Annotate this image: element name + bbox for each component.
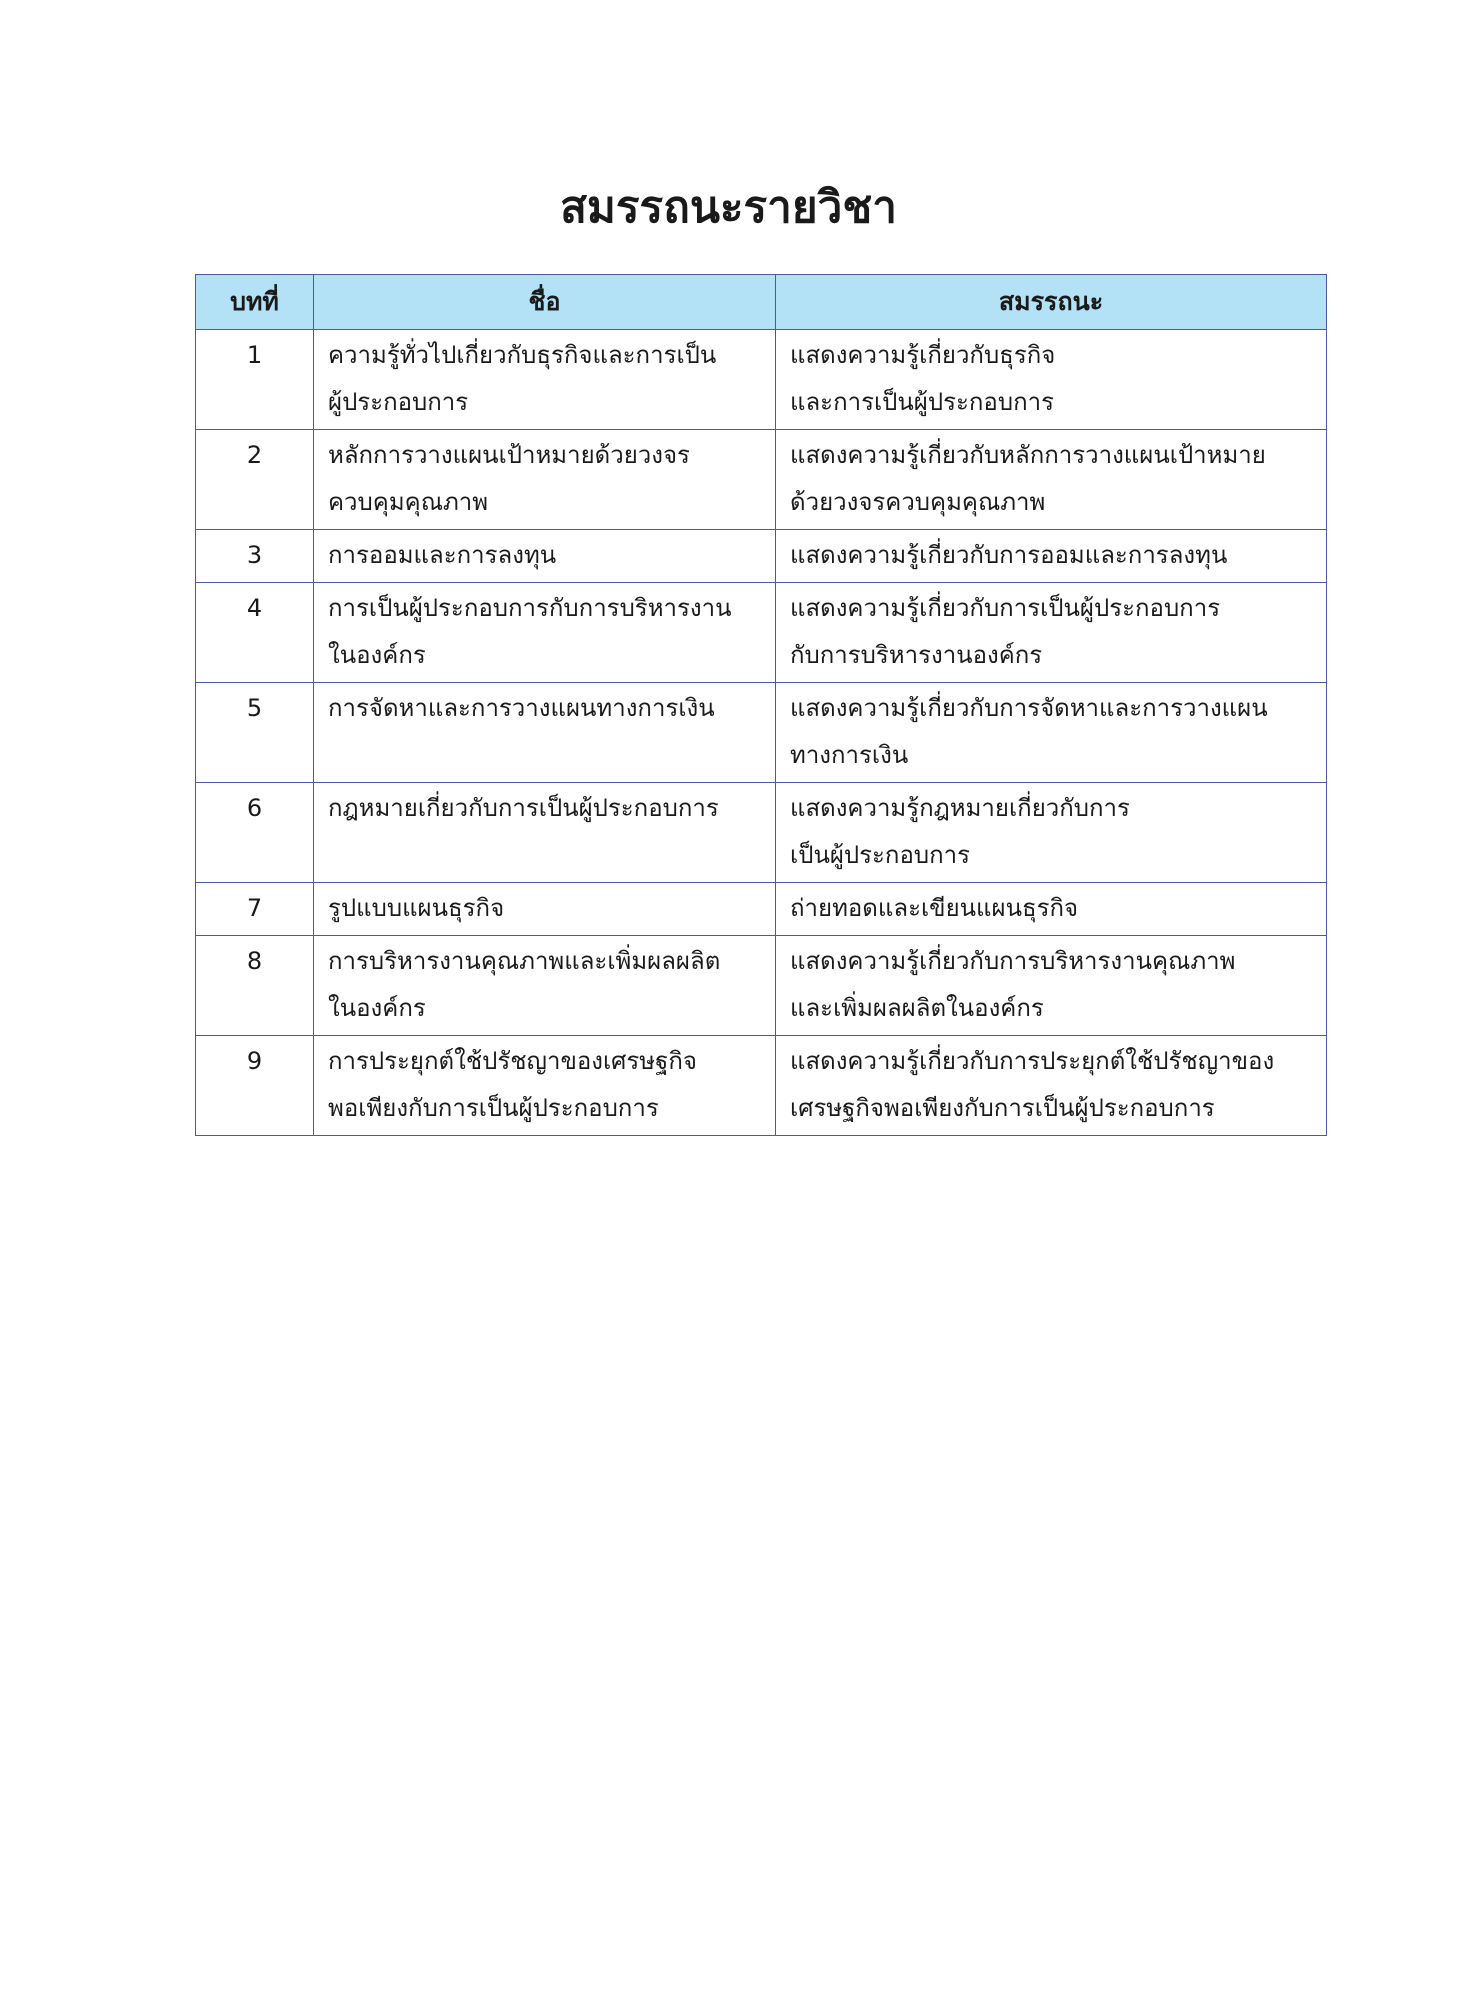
competency-line: แสดงความรู้เกี่ยวกับการบริหารงานคุณภาพ bbox=[790, 947, 1236, 975]
chapter-name-line: รูปแบบแผนธุรกิจ bbox=[328, 894, 505, 922]
header-competency: สมรรถนะ bbox=[776, 275, 1327, 330]
chapter-competency bbox=[776, 936, 1327, 1036]
chapter-name-line: ความรู้ทั่วไปเกี่ยวกับธุรกิจและการเป็น bbox=[328, 341, 717, 369]
competency-table bbox=[195, 274, 1327, 1136]
chapter-name-line: ในองค์กร bbox=[328, 994, 426, 1022]
chapter-number: 6 bbox=[196, 783, 314, 883]
chapter-competency bbox=[776, 683, 1327, 783]
chapter-competency bbox=[776, 1036, 1327, 1136]
table-header-row bbox=[196, 275, 1327, 330]
competency-line: และการเป็นผู้ประกอบการ bbox=[790, 388, 1054, 416]
header-name: ชื่อ bbox=[314, 275, 776, 330]
chapter-name-line: กฎหมายเกี่ยวกับการเป็นผู้ประกอบการ bbox=[328, 794, 719, 822]
competency-table-container bbox=[195, 274, 1326, 1136]
table-row bbox=[196, 883, 1327, 936]
chapter-number: 2 bbox=[196, 430, 314, 530]
chapter-number: 1 bbox=[196, 330, 314, 430]
chapter-name bbox=[314, 936, 776, 1036]
chapter-number: 9 bbox=[196, 1036, 314, 1136]
chapter-competency bbox=[776, 430, 1327, 530]
chapter-name-line: หลักการวางแผนเป้าหมายด้วยวงจร bbox=[328, 441, 690, 469]
chapter-name bbox=[314, 430, 776, 530]
chapter-name bbox=[314, 783, 776, 883]
competency-line: ด้วยวงจรควบคุมคุณภาพ bbox=[790, 488, 1046, 516]
chapter-name-line: การจัดหาและการวางแผนทางการเงิน bbox=[328, 694, 715, 722]
page-title: สมรรถนะรายวิชา bbox=[560, 182, 897, 233]
table-row bbox=[196, 783, 1327, 883]
chapter-number: 4 bbox=[196, 583, 314, 683]
chapter-name-line: พอเพียงกับการเป็นผู้ประกอบการ bbox=[328, 1094, 659, 1122]
competency-line: แสดงความรู้เกี่ยวกับธุรกิจ bbox=[790, 341, 1056, 369]
chapter-name bbox=[314, 883, 776, 936]
competency-line: ทางการเงิน bbox=[790, 741, 909, 769]
competency-line: เป็นผู้ประกอบการ bbox=[790, 841, 970, 869]
chapter-competency bbox=[776, 530, 1327, 583]
chapter-name-line: การเป็นผู้ประกอบการกับการบริหารงาน bbox=[328, 594, 732, 622]
chapter-competency bbox=[776, 583, 1327, 683]
chapter-number: 3 bbox=[196, 530, 314, 583]
competency-line: ถ่ายทอดและเขียนแผนธุรกิจ bbox=[790, 894, 1079, 922]
table-row bbox=[196, 936, 1327, 1036]
table-row bbox=[196, 1036, 1327, 1136]
chapter-name-line: ควบคุมคุณภาพ bbox=[328, 488, 489, 516]
competency-line: และเพิ่มผลผลิตในองค์กร bbox=[790, 994, 1044, 1022]
chapter-name bbox=[314, 683, 776, 783]
competency-line: แสดงความรู้เกี่ยวกับหลักการวางแผนเป้าหมาย bbox=[790, 441, 1266, 469]
chapter-number: 5 bbox=[196, 683, 314, 783]
competency-line: แสดงความรู้เกี่ยวกับการประยุกต์ใช้ปรัชญาของ bbox=[790, 1047, 1275, 1075]
chapter-name bbox=[314, 330, 776, 430]
competency-line: เศรษฐกิจพอเพียงกับการเป็นผู้ประกอบการ bbox=[790, 1094, 1215, 1122]
chapter-number: 7 bbox=[196, 883, 314, 936]
competency-line: แสดงความรู้เกี่ยวกับการออมและการลงทุน bbox=[790, 541, 1228, 569]
chapter-competency bbox=[776, 783, 1327, 883]
chapter-competency bbox=[776, 883, 1327, 936]
competency-line: กับการบริหารงานองค์กร bbox=[790, 641, 1043, 669]
table-row bbox=[196, 430, 1327, 530]
chapter-name bbox=[314, 583, 776, 683]
chapter-name-line: ในองค์กร bbox=[328, 641, 426, 669]
table-row bbox=[196, 583, 1327, 683]
chapter-name-line: การออมและการลงทุน bbox=[328, 541, 557, 569]
chapter-name-line: ผู้ประกอบการ bbox=[328, 388, 469, 416]
chapter-name bbox=[314, 1036, 776, 1136]
competency-line: แสดงความรู้เกี่ยวกับการจัดหาและการวางแผน bbox=[790, 694, 1268, 722]
header-chapter: บทที่ bbox=[196, 275, 314, 330]
competency-line: แสดงความรู้เกี่ยวกับการเป็นผู้ประกอบการ bbox=[790, 594, 1221, 622]
chapter-competency bbox=[776, 330, 1327, 430]
chapter-name-line: การบริหารงานคุณภาพและเพิ่มผลผลิต bbox=[328, 947, 721, 975]
table-row bbox=[196, 683, 1327, 783]
chapter-name-line: การประยุกต์ใช้ปรัชญาของเศรษฐกิจ bbox=[328, 1047, 697, 1075]
table-row bbox=[196, 330, 1327, 430]
table-row bbox=[196, 530, 1327, 583]
competency-line: แสดงความรู้กฎหมายเกี่ยวกับการ bbox=[790, 794, 1130, 822]
chapter-name bbox=[314, 530, 776, 583]
chapter-number: 8 bbox=[196, 936, 314, 1036]
